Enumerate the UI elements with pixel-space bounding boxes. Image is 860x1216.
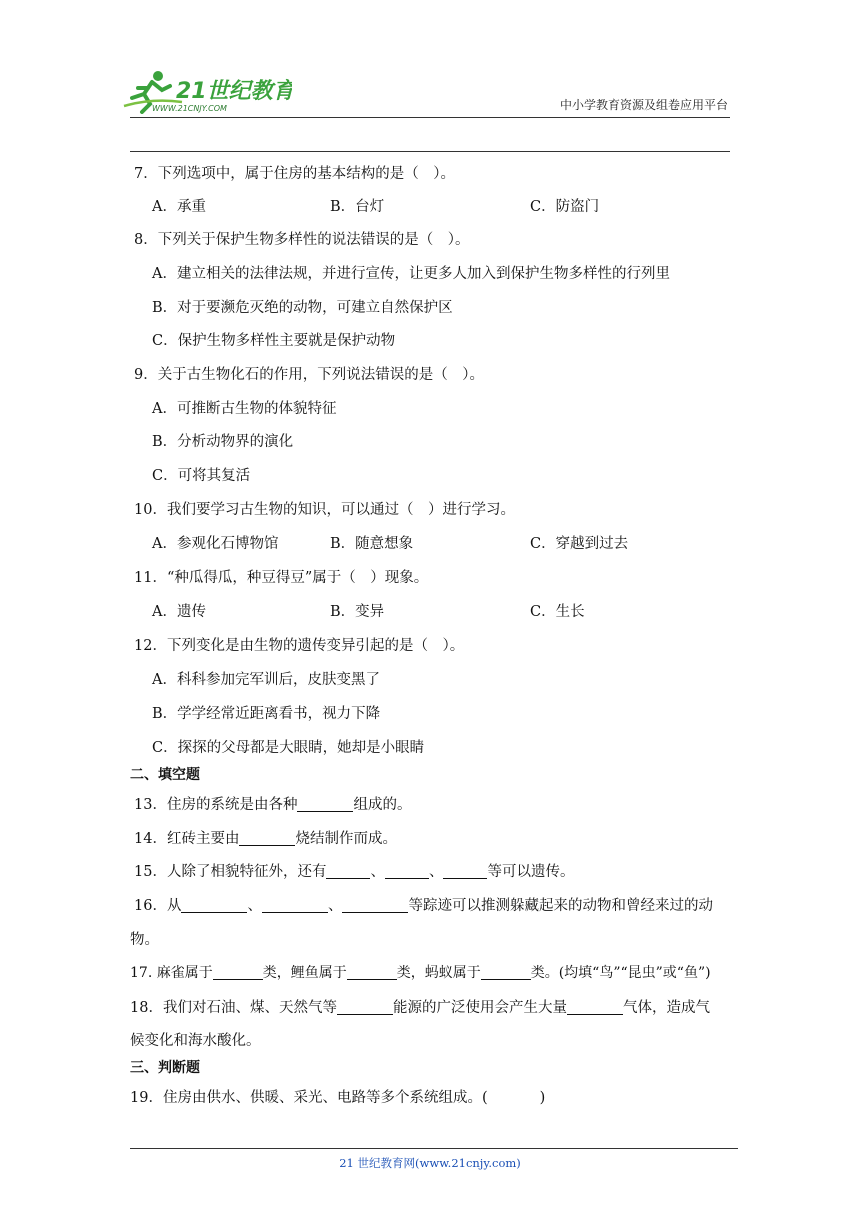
question-17-middle-1: 类，鲤鱼属于 — [262, 965, 347, 981]
question-16-prefix: 16．从 — [134, 898, 182, 914]
svg-text:WWW.21CNJY.COM: WWW.21CNJY.COM — [152, 104, 227, 113]
question-7-option-a: A．承重 — [152, 199, 206, 215]
question-11-option-b: B．变异 — [330, 604, 385, 620]
answer-blank — [385, 864, 429, 879]
header-rule-2 — [130, 151, 730, 152]
question-8-option-b: B．对于要濒危灭绝的动物，可建立自然保护区 — [152, 300, 453, 316]
answer-blank — [262, 898, 328, 913]
question-14 — [134, 827, 397, 848]
question-12-option-a: A．科科参加完军训后，皮肤变黑了 — [152, 672, 380, 688]
question-8-stem: 8．下列关于保护生物多样性的说法错误的是（ ）。 — [134, 232, 470, 248]
question-13 — [134, 793, 411, 814]
question-9-option-b: B．分析动物界的演化 — [152, 434, 294, 450]
question-16-separator: 、 — [327, 898, 343, 914]
question-19-text: 19．住房由供水、供暖、采光、电路等多个系统组成。( — [130, 1090, 488, 1106]
answer-blank — [347, 965, 397, 980]
question-7-option-c: C．防盗门 — [530, 199, 600, 215]
question-10-option-a: A．参观化石博物馆 — [152, 536, 279, 552]
answer-blank — [567, 1000, 623, 1015]
question-17-middle-2: 类，蚂蚁属于 — [396, 965, 481, 981]
footer-rule — [130, 1148, 738, 1149]
question-16-suffix: 等踪迹可以推测躲藏起来的动物和曾经来过的动 — [408, 898, 713, 914]
answer-blank — [443, 864, 487, 879]
section-2-title: 二、填空题 — [130, 767, 200, 783]
question-10-option-c: C．穿越到过去 — [530, 536, 629, 552]
question-13-suffix: 组成的。 — [353, 797, 412, 813]
question-11-option-c: C．生长 — [530, 604, 585, 620]
question-16-separator: 、 — [247, 898, 262, 914]
question-17-suffix: 类。(均填“鸟”“昆虫”或“鱼”) — [530, 965, 711, 981]
answer-blank — [481, 965, 531, 980]
runner-logo-icon — [122, 68, 292, 114]
question-19-close: ) — [539, 1090, 546, 1106]
question-18-continuation: 候变化和海水酸化。 — [130, 1033, 261, 1049]
svg-text:21世纪教育: 21世纪教育 — [176, 79, 292, 104]
question-18 — [130, 996, 710, 1017]
answer-blank — [297, 797, 353, 812]
question-16-continuation: 物。 — [130, 932, 159, 948]
answer-blank — [342, 898, 408, 913]
question-9-option-c: C．可将其复活 — [152, 468, 251, 484]
question-12-option-b: B．学学经常近距离看书，视力下降 — [152, 706, 381, 722]
answer-blank — [181, 898, 247, 913]
section-3-title: 三、判断题 — [130, 1060, 200, 1076]
question-18-suffix: 气体，造成气 — [622, 1000, 710, 1016]
answer-blank — [337, 1000, 393, 1015]
question-15 — [134, 860, 574, 881]
question-15-separator: 、 — [370, 864, 385, 880]
answer-blank — [326, 864, 370, 879]
question-10-option-b: B．随意想象 — [330, 536, 414, 552]
question-15-prefix: 15．人除了相貌特征外，还有 — [134, 864, 327, 880]
brand-logo — [122, 68, 292, 114]
question-17-prefix: 17. 麻雀属于 — [130, 965, 213, 981]
question-16 — [134, 894, 713, 915]
footer-link[interactable]: 21 世纪教育网(www.21cnjy.com) — [339, 1156, 521, 1170]
question-18-prefix: 18．我们对石油、煤、天然气等 — [130, 1000, 337, 1016]
question-8-option-a: A．建立相关的法律法规，并进行宣传，让更多人加入到保护生物多样性的行列里 — [152, 266, 670, 282]
question-8-option-c: C．保护生物多样性主要就是保护动物 — [152, 333, 396, 349]
header-rule — [130, 117, 730, 118]
question-14-suffix: 烧结制作而成。 — [295, 831, 397, 847]
question-19 — [130, 1086, 545, 1107]
question-14-prefix: 14．红砖主要由 — [134, 831, 240, 847]
question-12-stem: 12．下列变化是由生物的遗传变异引起的是（ ）。 — [134, 638, 465, 654]
question-15-suffix: 等可以遗传。 — [487, 864, 575, 880]
question-9-option-a: A．可推断古生物的体貌特征 — [152, 401, 337, 417]
question-18-middle: 能源的广泛使用会产生大量 — [392, 1000, 567, 1016]
answer-blank — [239, 831, 295, 846]
question-7-stem: 7．下列选项中，属于住房的基本结构的是（ ）。 — [134, 166, 455, 182]
question-15-separator: 、 — [428, 864, 444, 880]
question-7-option-b: B．台灯 — [330, 199, 385, 215]
question-9-stem: 9．关于古生物化石的作用，下列说法错误的是（ ）。 — [134, 367, 484, 383]
question-11-stem: 11．“种瓜得瓜，种豆得豆”属于（ ）现象。 — [134, 570, 429, 586]
question-12-option-c: C．探探的父母都是大眼睛，她却是小眼睛 — [152, 740, 425, 756]
question-13-prefix: 13．住房的系统是由各种 — [134, 797, 298, 813]
question-11-option-a: A．遗传 — [152, 604, 206, 620]
question-10-stem: 10．我们要学习古生物的知识，可以通过（ ）进行学习。 — [134, 502, 515, 518]
header-platform-text: 中小学教育资源及组卷应用平台 — [559, 98, 728, 112]
answer-blank — [213, 965, 263, 980]
question-17 — [130, 962, 711, 982]
